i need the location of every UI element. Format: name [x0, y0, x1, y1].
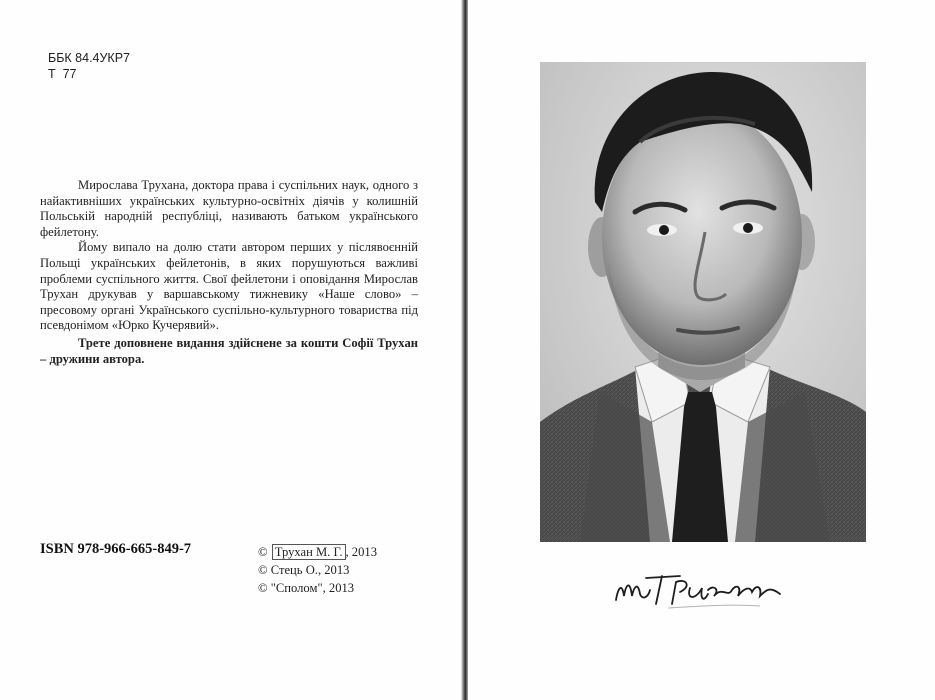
copyright-symbol: ©: [258, 545, 268, 559]
copyright-line: [258, 543, 377, 561]
copyright-year: , 2013: [322, 581, 355, 595]
copyright-line: [258, 579, 377, 597]
author-portrait: [540, 62, 866, 542]
copyright-holder: Трухан М. Г.: [272, 544, 346, 560]
annotation-paragraph-2: Йому випало на долю стати автором перших у післявоєнній Польщі українських фейлетонів, в яких порушуються важливі проблеми суспільного життя. Свої фейлетони і оповідання Мирослав Трухан друкував у варшавському тижневику «Наше слово» – пресовому органі Українського суспільно-культурного товариства під псевдонімом «Юрко Кучерявий».: [40, 240, 418, 333]
author-signature: [610, 560, 800, 620]
copyright-symbol: ©: [258, 563, 268, 577]
copyright-symbol: ©: [258, 581, 268, 595]
bbk-code: ББК 84.4УКР7: [48, 51, 131, 65]
copyright-year: , 2013: [317, 563, 350, 577]
copyright-year: , 2013: [345, 545, 377, 559]
annotation-paragraph-1: Мирослава Трухана, доктора права і суспільних наук, одного з найактивніших українських культурно-освітніх діячів у колишній Польській народній республіці, називають батьком українського фейлетону.: [40, 178, 418, 239]
annotation-text: [40, 178, 418, 367]
copyright-line: [258, 561, 377, 579]
copyright-holder: "Сполом": [270, 581, 323, 595]
edition-note: Трете доповнене видання здійснене за кошти Софії Трухан – дружини автора.: [40, 335, 418, 366]
copyright-holder: Стець О.: [270, 563, 318, 577]
copyright-list: [258, 543, 377, 597]
isbn: ISBN 978-966-665-849-7: [40, 541, 192, 557]
catalog-codes: [48, 50, 130, 82]
left-page: [0, 0, 463, 700]
author-mark: Т 77: [48, 67, 77, 81]
